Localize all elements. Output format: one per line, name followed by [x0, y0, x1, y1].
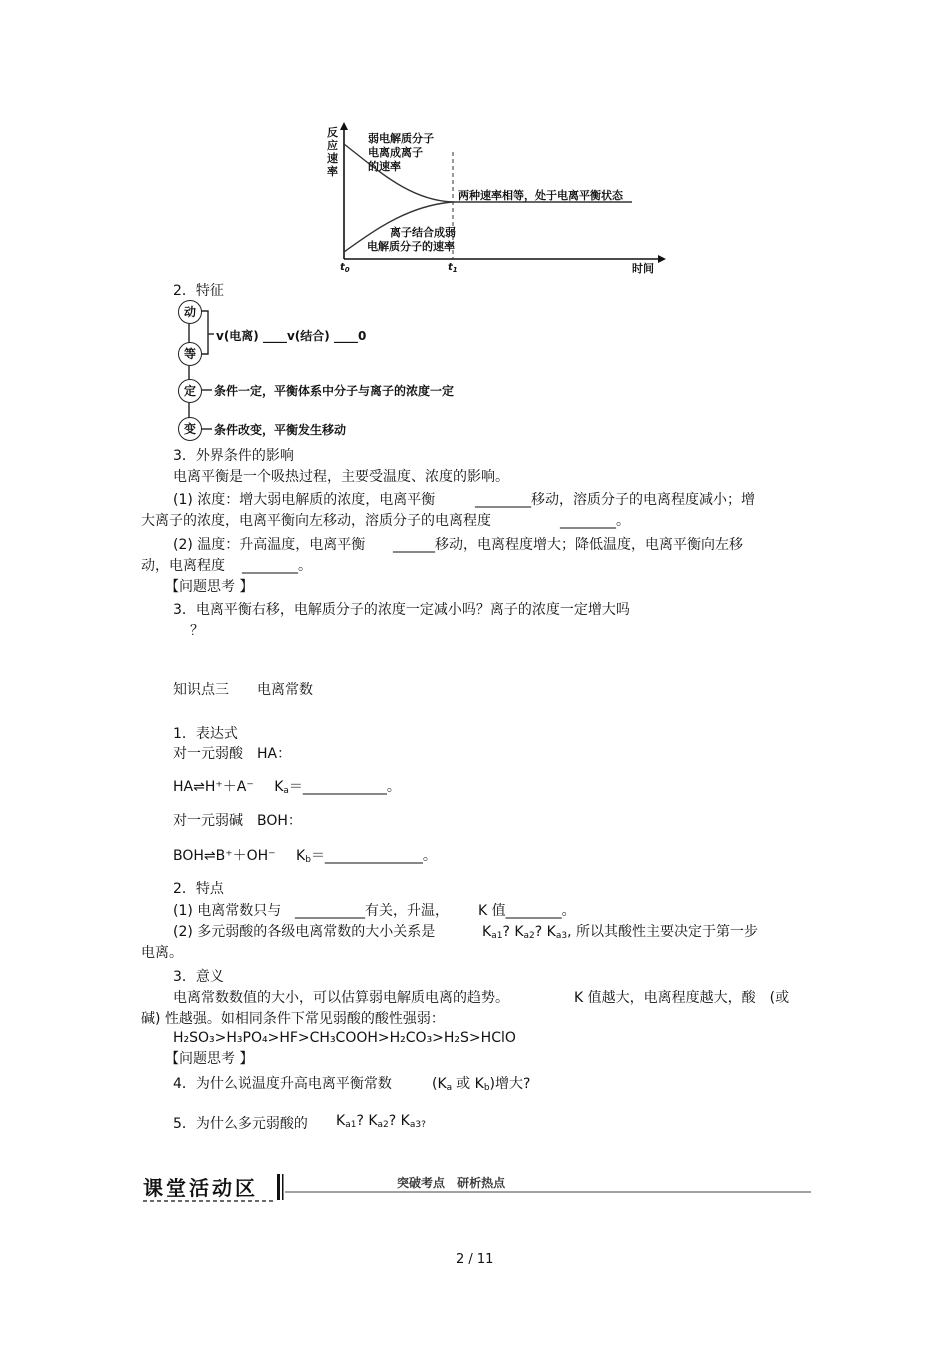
- bian-text: 条件改变，平衡发生移动: [214, 423, 347, 437]
- equilibrium-label: 两种速率相等，处于电离平衡状态: [458, 189, 623, 202]
- dong-circle: 动: [178, 300, 202, 324]
- base-intro: 对一元弱碱 BOH：: [173, 813, 302, 829]
- features-heading: 2．特点: [173, 881, 224, 897]
- x-axis-arrow: [658, 255, 666, 263]
- temperature-line-1b: ______移动，电离程度增大；降低温度，电离平衡向左移: [393, 537, 743, 553]
- feature-2a: (2) 多元弱酸的各级电离常数的大小关系是: [173, 924, 436, 940]
- acid-intro: 对一元弱酸 HA：: [173, 746, 292, 762]
- t0-label: $t_0$: [340, 262, 350, 274]
- acid-strength-formula: H₂SO₃>H₃PO₄>HF>CH₃COOH>H₂CO₃>H₂S>HClO: [173, 1030, 516, 1046]
- equilibrium-arrow: ⇌: [203, 848, 216, 864]
- deng-circle: 等: [178, 342, 202, 366]
- question-3: 3．电离平衡右移，电解质分子的浓度一定减小吗？离子的浓度一定增大吗: [173, 602, 630, 618]
- bottom-curve-label-1: 离子结合成弱: [390, 226, 456, 239]
- y-axis-label-3: 速: [327, 152, 338, 165]
- classroom-activity-banner: [143, 1168, 811, 1206]
- kb-symbol: $K_b$: [296, 848, 311, 865]
- deng-text: v(电离) ____v(结合) ____0: [216, 329, 367, 343]
- concentration-line-2a: 大离子的浓度，电离平衡向左移动，溶质分子的电离程度: [141, 513, 491, 529]
- feature-1b: __________有关，升温，: [295, 903, 449, 919]
- base-left: BOH: [173, 848, 204, 864]
- meaning-line-1b: K 值越大，电离程度越大，酸 (或: [574, 990, 790, 1006]
- top-curve-label-2: 电离成离子: [368, 146, 423, 159]
- features-diagram: [168, 300, 488, 445]
- concentration-line-1b: ________移动，溶质分子的电离程度减小；增: [475, 492, 755, 508]
- question-4b: ($K_a$ 或 $K_b$)增大?: [432, 1076, 531, 1093]
- base-right: B⁺＋OH⁻: [215, 848, 276, 864]
- feature-1a: (1) 电离常数只与: [173, 903, 282, 919]
- y-axis-label-4: 率: [327, 165, 338, 178]
- question-think-2: 【问题思考 】: [165, 1051, 254, 1067]
- ding-text: 条件一定，平衡体系中分子与离子的浓度一定: [214, 384, 455, 398]
- feature-2f: 电离。: [141, 945, 183, 961]
- meaning-line-2: 碱) 性越强。如相同条件下常见弱酸的酸性强弱：: [141, 1011, 445, 1027]
- knowledge-point-label: 知识点三: [173, 682, 229, 698]
- acid-equation: [173, 776, 401, 796]
- question-think-1: 【问题思考 】: [165, 579, 254, 595]
- equilibrium-arrow: ⇌: [193, 779, 205, 795]
- concentration-line-1a: (1) 浓度：增大弱电解质的浓度，电离平衡: [173, 492, 436, 508]
- page-number: 2 / 11: [456, 1252, 494, 1267]
- top-curve-label-3: 的速率: [368, 160, 401, 173]
- ka-symbol: $K_a$: [274, 779, 289, 796]
- top-curve-label-1: 弱电解质分子: [368, 132, 434, 145]
- y-axis-label-1: 反: [327, 126, 338, 139]
- kb-blank: ＝______________。: [310, 848, 437, 864]
- x-axis-label: 时间: [632, 262, 654, 275]
- banner-title: 课堂活动区: [143, 1176, 258, 1200]
- bottom-curve-label-2: 电解质分子的速率: [367, 240, 455, 253]
- question-4a: 4．为什么说温度升高电离平衡常数: [173, 1076, 392, 1092]
- expression-heading: 1．表达式: [173, 726, 238, 742]
- question-5b: $K_{a1}$? $K_{a2}$? $K_{a3?}$: [336, 1113, 426, 1130]
- meaning-line-1a: 电离常数数值的大小，可以估算弱电解质电离的趋势。: [173, 990, 509, 1006]
- meaning-heading: 3．意义: [173, 969, 224, 985]
- ding-circle: 定: [178, 379, 202, 403]
- banner-subtitle: 突破考点 研析热点: [397, 1176, 506, 1190]
- temperature-line-2a: 动，电离程度: [141, 558, 225, 574]
- question-3-mark: ？: [190, 623, 204, 639]
- section-2-heading: 2．特征: [173, 283, 224, 299]
- reaction-rate-figure: [320, 122, 670, 282]
- ka-blank: ＝____________。: [288, 779, 401, 795]
- bian-circle: 变: [178, 417, 202, 441]
- temperature-line-2b: ________。: [242, 558, 312, 574]
- y-axis-arrow: [340, 122, 348, 130]
- feature-2-relation: $K_{a1}$? $K_{a2}$? $K_{a3}$, 所以其酸性主要决定于第一步: [482, 924, 758, 941]
- section-3-heading: 3．外界条件的影响: [173, 448, 294, 464]
- t1-label: $t_1$: [448, 262, 458, 274]
- concentration-line-2b: ________。: [560, 513, 630, 529]
- base-equation: [173, 845, 437, 865]
- knowledge-point-title: 电离常数: [257, 682, 313, 698]
- y-axis-label-2: 应: [327, 139, 338, 152]
- question-5a: 5．为什么多元弱酸的: [173, 1116, 308, 1132]
- section-3-intro: 电离平衡是一个吸热过程，主要受温度、浓度的影响。: [173, 469, 509, 485]
- acid-left: HA: [173, 779, 194, 795]
- acid-right: H⁺＋A⁻: [204, 779, 254, 795]
- temperature-line-1a: (2) 温度：升高温度，电离平衡: [173, 537, 366, 553]
- feature-1c: K 值________。: [478, 903, 576, 919]
